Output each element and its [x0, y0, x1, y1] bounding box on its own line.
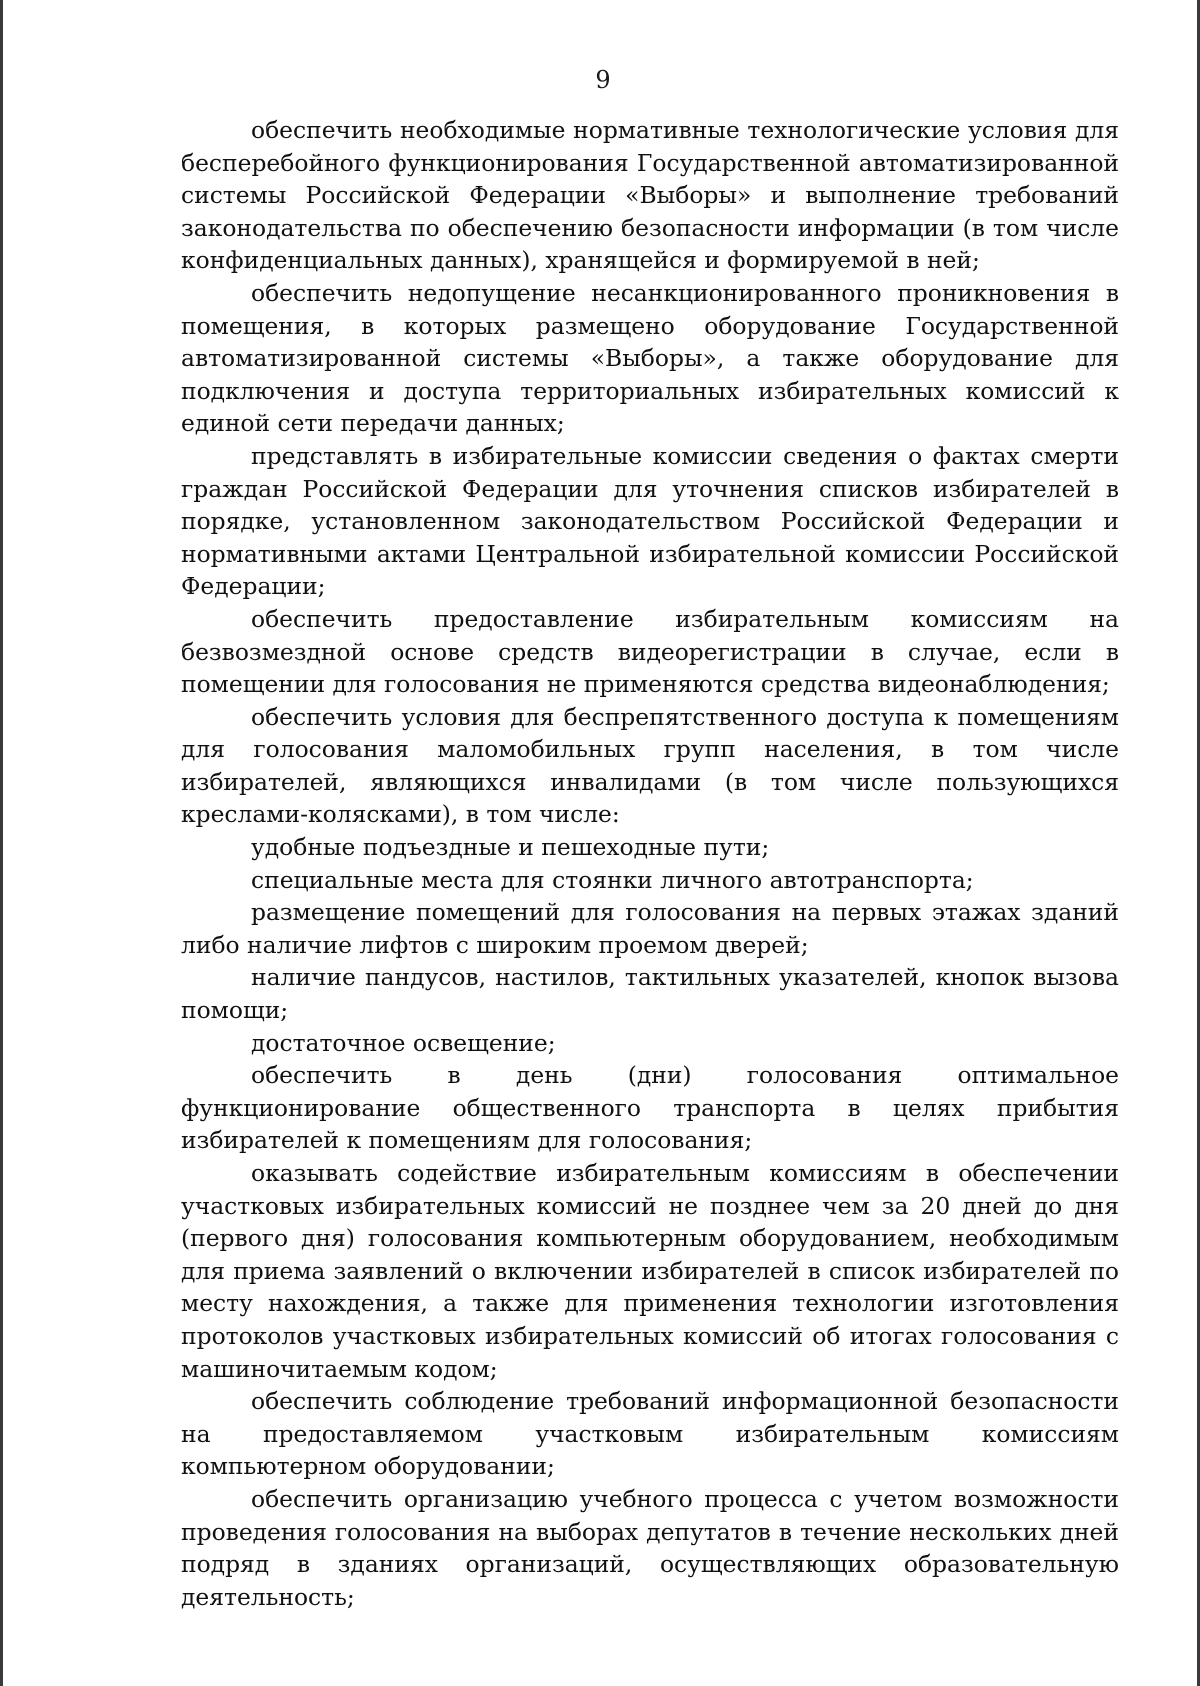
paragraph: специальные места для стоянки личного автотранспорта;	[251, 865, 974, 894]
document-body	[181, 114, 1119, 1613]
paragraph: обеспечить необходимые нормативные технологические условия для бесперебойного функционирования Государственной автоматизированной системы Российской Федерации «Выборы» и выполнение требований законодательства по обеспечению безопасности информации (в том числе конфиденциальных данных), хранящейся и формируемой в ней;	[181, 116, 1119, 275]
paragraph: обеспечить недопущение несанкционированного проникновения в помещения, в которых размещено оборудование Государственной автоматизированной системы «Выборы», а также оборудование для подключения и доступа территориальных избирательных комиссий к единой сети передачи данных;	[181, 278, 1119, 438]
paragraph: оказывать содействие избирательным комиссиям в обеспечении участковых избирательных комиссий не позднее чем за 20 дней до дня (первого дня) голосования компьютерным оборудованием, необходимым для приема заявлений о включении избирателей в список избирателей по месту нахождения, а также для применения технологии изготовления протоколов участковых избирательных комиссий об итогах голосования с машиночитаемым кодом;	[181, 1159, 1119, 1383]
paragraph: обеспечить соблюдение требований информационной безопасности на предоставляемом участковым избирательным комиссиям компьютерном оборудовании;	[181, 1387, 1119, 1481]
paragraph: наличие пандусов, настилов, тактильных указателей, кнопок вызова помощи;	[181, 963, 1119, 1025]
paragraph: обеспечить предоставление избирательным комиссиям на безвозмездной основе средств видеорегистрации в случае, если в помещении для голосования не применяются средства видеонаблюдения;	[181, 604, 1119, 699]
paragraph: размещение помещений для голосования на первых этажах зданий либо наличие лифтов с широким проемом дверей;	[181, 898, 1119, 959]
paragraph: представлять в избирательные комиссии сведения о фактах смерти граждан Российской Федерации для уточнения списков избирателей в порядке, установленном законодательством Российской Федерации и нормативными актами Центральной избирательной комиссии Российской Федерации;	[181, 441, 1119, 601]
paragraph: обеспечить условия для беспрепятственного доступа к помещениям для голосования маломобильных групп населения, в том числе избирателей, являющихся инвалидами (в том числе пользующихся креслами-колясками), в том числе:	[181, 702, 1119, 829]
paragraph: обеспечить в день (дни) голосования оптимальное функционирование общественного транспорта в целях прибытия избирателей к помещениям для голосования;	[181, 1061, 1119, 1155]
paragraph: удобные подъездные и пешеходные пути;	[251, 833, 770, 862]
paragraph: достаточное освещение;	[251, 1028, 556, 1057]
page-number: 9	[595, 66, 611, 94]
paragraph: обеспечить организацию учебного процесса с учетом возможности проведения голосования на выборах депутатов в течение нескольких дней подряд в зданиях организаций, осуществляющих образовательную деятельность;	[181, 1484, 1119, 1611]
